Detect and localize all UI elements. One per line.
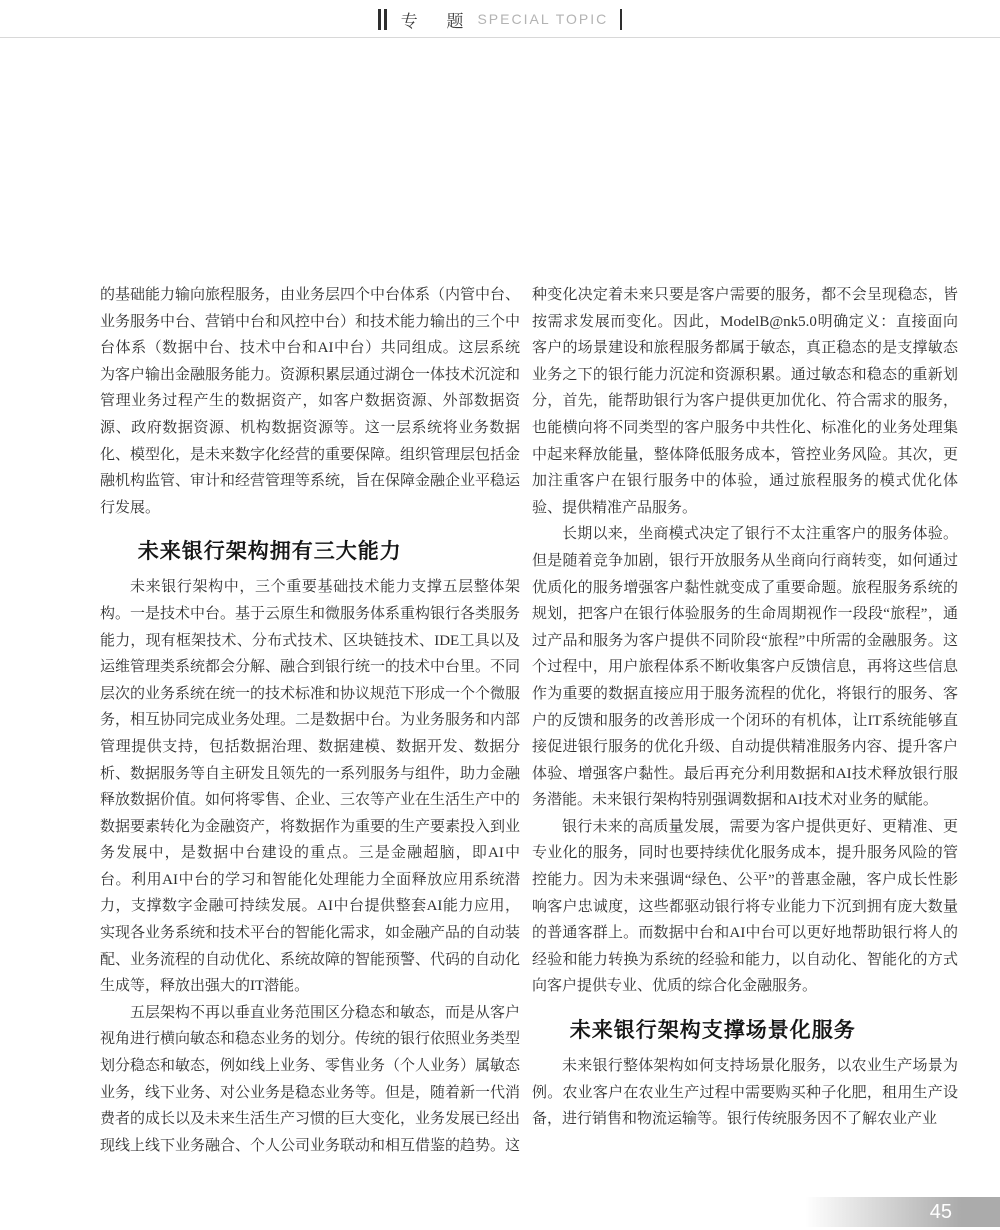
page-number: 45 — [929, 1200, 952, 1223]
header-divider — [0, 37, 1000, 38]
body-paragraph: 五层架构不再以垂直业务范围区分稳态和敏态，而是从客户视角进行横向敏态和稳态业务的划分。传统的银行依照业务类型划分稳态和敏态，例如线上业务、零售业务（个人业务）属敏态业务，线下业务、对公业务是稳态业务等。但是，随着新一代消费者的成长以及未来生活生产习惯的巨大变化，业务发展已经出现线上线下业务融合、个人公司业务联动和相互借鉴的趋势。这 — [100, 1004, 521, 1154]
page-header — [0, 6, 1000, 32]
body-paragraph: 的基础能力输向旅程服务，由业务层四个中台体系（内管中台、业务服务中台、营销中台和风控中台）和技术能力输出的三个中台体系（数据中台、技术中台和AI中台）共同组成。这层系统为客户输出金融服务能力。资源积累层通过湖仓一体技术沉淀和管理业务过程产生的数据资产，如客户数据资源、外部数据资源、政府数据资源、机构数据资源等。这一层系统将业务数据化、模型化，是未来数字化经营的重要保障。组织管理层包括金融机构监管、审计和经营管理等系统，旨在保障金融企业平稳运行发展。 — [100, 287, 521, 516]
header-title-cn: 专 题 — [400, 11, 476, 31]
left-column — [100, 282, 520, 1159]
section-heading: 未来银行架构拥有三大能力 — [137, 539, 402, 564]
section-heading: 未来银行架构支撑场景化服务 — [569, 1018, 856, 1043]
header-title-en: SPECIAL TOPIC — [477, 11, 609, 27]
header-double-bar-icon — [378, 9, 387, 30]
body-paragraph: 未来银行架构中，三个重要基础技术能力支撑五层整体架构。一是技术中台。基于云原生和微服务体系重构银行各类服务能力，现有框架技术、分布式技术、区块链技术、IDE工具以及运维管理类系统都会分解、融合到银行统一的技术中台里。不同层次的业务系统在统一的技术标准和协议规范下形成一个个微服务，相互协同完成业务处理。二是数据中台。为业务服务和内部管理提供支持，包括数据治理、数据建模、数据开发、数据分析、数据服务等自主研发且领先的一系列服务与组件，助力金融释放数据价值。如何将零售、企业、三农等产业在生活生产中的数据要素转化为金融资产，将数据作为重要的生产要素投入到业务发展中，是数据中台建设的重点。三是金融超脑，即AI中台。利用AI中台的学习和智能化处理能力全面释放应用系统潜力，支撑数字金融可持续发展。AI中台提供整套AI能力应用，实现各业务系统和技术平台的智能化需求，如金融产品的自动装配、业务流程的自动优化、系统故障的智能预警、代码的自动化生成等，释放出强大的IT潜能。 — [100, 579, 521, 995]
header-single-bar-icon — [620, 9, 622, 30]
right-column — [532, 282, 958, 1133]
body-paragraph: 未来银行整体架构如何支持场景化服务，以农业生产场景为例。农业客户在农业生产过程中需要购买种子化肥，租用生产设备，进行销售和物流运输等。银行传统服务因不了解农业产业 — [532, 1058, 958, 1128]
body-paragraph: 银行未来的高质量发展，需要为客户提供更好、更精准、更专业化的服务，同时也要持续优化服务成本，提升服务风险的管控能力。因为未来强调“绿色、公平”的普惠金融，客户成长性影响客户忠诚度，这些都驱动银行将专业能力下沉到拥有庞大数量的普通客群上。而数据中台和AI中台可以更好地帮助银行将人的经验和能力转换为系统的经验和能力，以自动化、智能化的方式向客户提供专业、优质的综合化金融服务。 — [532, 818, 958, 995]
page-number-bar — [805, 1197, 1000, 1227]
body-paragraph: 种变化决定着未来只要是客户需要的服务，都不会呈现稳态，皆按需求发展而变化。因此，ModelB@nk5.0明确定义：直接面向客户的场景建设和旅程服务都属于敏态，真正稳态的是支撑敏态业务之下的银行能力沉淀和资源积累。通过敏态和稳态的重新划分，首先，能帮助银行为客户提供更加优化、符合需求的服务，也能横向将不同类型的客户服务中共性化、标准化的业务处理集中起来释放能量，整体降低服务成本，管控业务风险。其次，更加注重客户在银行服务中的体验，通过旅程服务的模式优化体验、提供精准产品服务。 — [532, 287, 958, 516]
body-paragraph: 长期以来，坐商模式决定了银行不太注重客户的服务体验。但是随着竞争加剧，银行开放服务从坐商向行商转变，如何通过优质化的服务增强客户黏性就变成了重要命题。旅程服务系统的规划，把客户在银行体验服务的生命周期视作一段段“旅程”，通过产品和服务为客户提供不同阶段“旅程”中所需的金融服务。这个过程中，用户旅程体系不断收集客户反馈信息，再将这些信息作为重要的数据直接应用于服务流程的优化，将银行的服务、客户的反馈和服务的改善形成一个闭环的有机体，让IT系统能够直接促进银行服务的优化升级、自动提供精准服务内容、提升客户体验、增强客户黏性。最后再充分利用数据和AI技术释放银行服务潜能。未来银行架构特别强调数据和AI技术对业务的赋能。 — [532, 526, 958, 809]
